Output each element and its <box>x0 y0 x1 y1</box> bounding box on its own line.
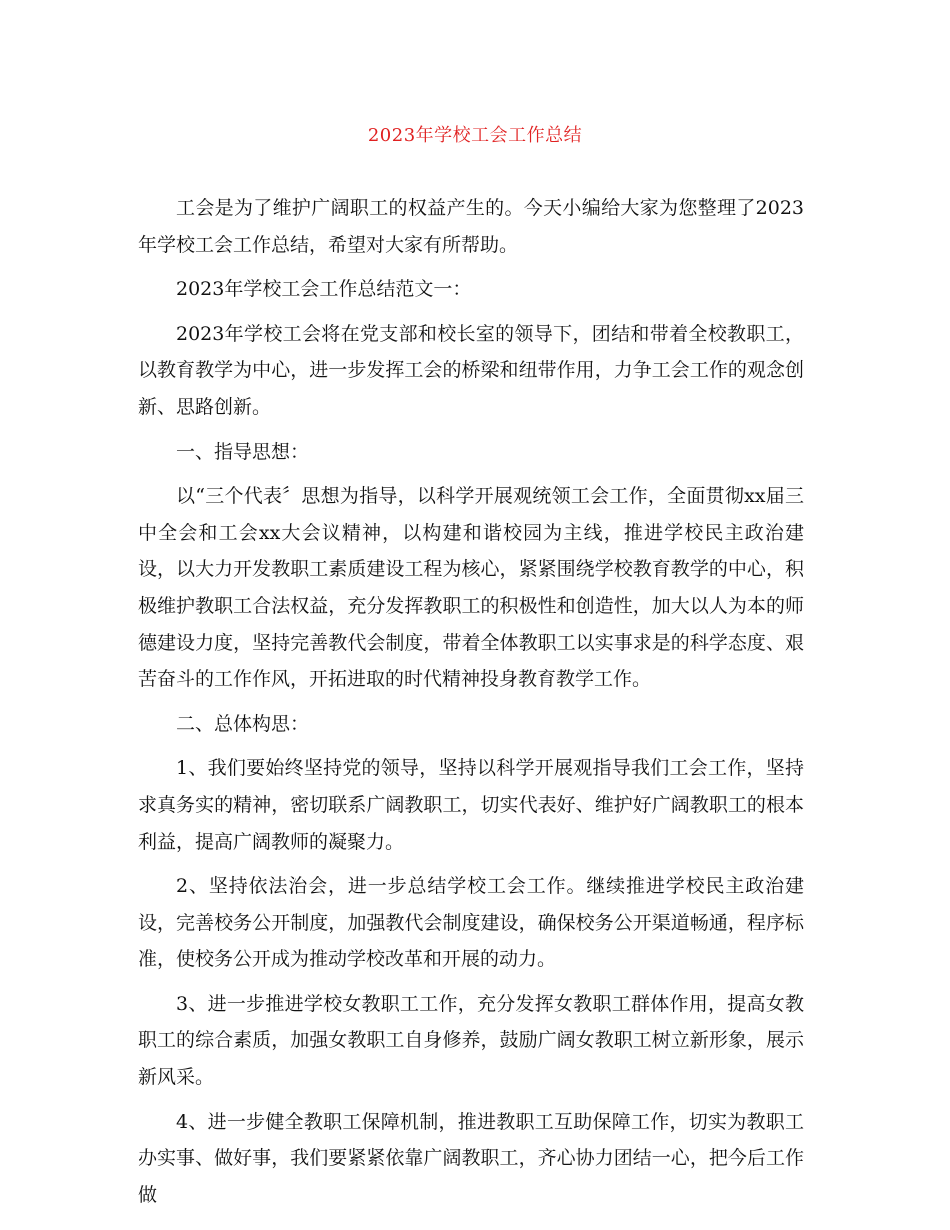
document-body <box>138 190 804 1221</box>
paragraph-sample-heading: 2023年学校工会工作总结范文一： <box>176 278 472 301</box>
paragraph-overview: 2023年学校工会将在党支部和校长室的领导下，团结和带着全校教职工，以教育教学为中心，进一步发挥工会的桥梁和纽带作用，力争工会工作的观念创新、思路创新。 <box>138 322 804 418</box>
list-item-3: 3、进一步推进学校女教职工工作，充分发挥女教职工群体作用，提高女教职工的综合素质，加强女教职工自身修养，鼓励广阔女教职工树立新形象，展示新风采。 <box>138 992 804 1089</box>
paragraph-intro: 工会是为了维护广阔职工的权益产生的。今天小编给大家为您整理了2023年学校工会工作总结，希望对大家有所帮助。 <box>138 197 804 256</box>
list-item-1: 1、我们要始终坚持党的领导，坚持以科学开展观指导我们工会工作，坚持求真务实的精神，密切联系广阔教职工，切实代表好、维护好广阔教职工的根本利益，提高广阔教师的凝聚力。 <box>138 757 804 853</box>
list-item-4: 4、进一步健全教职工保障机制，推进教职工互助保障工作，切实为教职工办实事、做好事，我们要紧紧依靠广阔教职工，齐心协力团结一心，把今后工作做 <box>138 1110 804 1206</box>
list-item-2: 2、坚持依法治会，进一步总结学校工会工作。继续推进学校民主政治建设，完善校务公开制度，加强教代会制度建设，确保校务公开渠道畅通，程序标准，使校务公开成为推动学校改革和开展的动力。 <box>138 875 804 971</box>
document-title: 2023年学校工会工作总结 <box>367 125 583 146</box>
section-heading-guiding-thought: 一、指导思想： <box>176 440 310 463</box>
paragraph-guiding-thought: 以“三个代表〞思想为指导，以科学开展观统领工会工作，全面贯彻xx届三中全会和工会xx大会议精神，以构建和谐校园为主线，推进学校民主政治建设，以大力开发教职工素质建设工程为核心，紧紧围绕学校教育教学的中心，积极维护教职工合法权益，充分发挥教职工的积极性和创造性，加大以人为本的师德建设力度，坚持完善教代会制度，带着全体教职工以实事求是的科学态度、艰苦奋斗的工作作风，开拓进取的时代精神投身教育教学工作。 <box>138 485 804 691</box>
section-heading-overall-concept: 二、总体构思： <box>176 712 310 735</box>
